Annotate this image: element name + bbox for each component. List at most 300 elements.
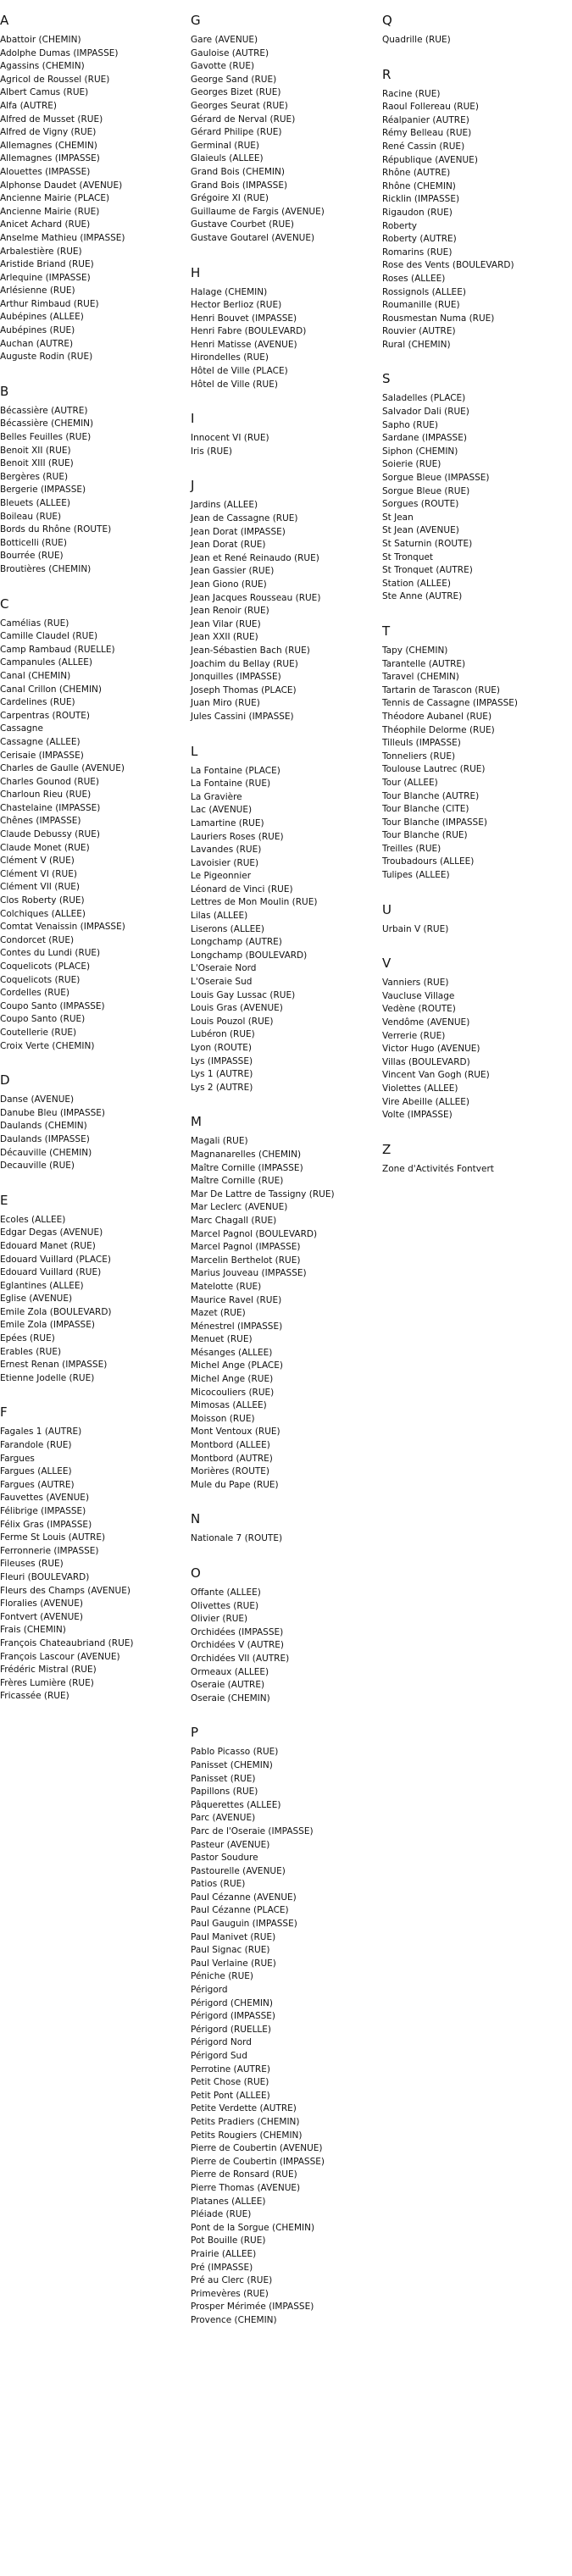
section-r bbox=[382, 66, 564, 352]
street-item: Arlésienne (RUE) bbox=[0, 285, 75, 296]
street-item: Soierie (RUE) bbox=[382, 459, 441, 470]
street-item: Alouettes (IMPASSE) bbox=[0, 166, 91, 177]
street-item: Bécassière (CHEMIN) bbox=[0, 418, 94, 429]
street-item: Paul Signac (RUE) bbox=[191, 1945, 270, 1956]
street-item: Pont de la Sorgue (CHEMIN) bbox=[191, 2222, 315, 2233]
section-f bbox=[0, 1404, 182, 1703]
street-item: Decauville (RUE) bbox=[0, 1161, 75, 1172]
street-item: Vedène (ROUTE) bbox=[382, 1004, 456, 1015]
street-item: Daulands (IMPASSE) bbox=[0, 1133, 90, 1144]
column-3 bbox=[382, 12, 564, 1194]
street-item: Croix Verte (CHEMIN) bbox=[0, 1040, 95, 1051]
section-letter: U bbox=[382, 901, 392, 917]
street-item: Quadrille (RUE) bbox=[382, 35, 451, 45]
section-letter: N bbox=[191, 1511, 201, 1527]
street-item: Pastourelle (AVENUE) bbox=[191, 1865, 286, 1876]
street-item: Etienne Jodelle (RUE) bbox=[0, 1372, 95, 1383]
street-item: Rigaudon (RUE) bbox=[382, 207, 453, 218]
street-item: Jean XXII (RUE) bbox=[191, 632, 258, 643]
street-item: Henri Fabre (BOULEVARD) bbox=[191, 326, 307, 337]
street-item: Ancienne Mairie (RUE) bbox=[0, 206, 100, 217]
street-item: Montbord (ALLEE) bbox=[191, 1440, 270, 1451]
street-item: Petits Pradiers (CHEMIN) bbox=[191, 2116, 300, 2127]
street-item: Pot Bouille (RUE) bbox=[191, 2235, 266, 2246]
street-item: Matelotte (RUE) bbox=[191, 1281, 262, 1292]
street-item: Périgord (IMPASSE) bbox=[191, 2011, 276, 2022]
street-item: Benoit XIII (RUE) bbox=[0, 458, 74, 469]
section-letter: A bbox=[0, 13, 9, 28]
street-list bbox=[191, 432, 373, 458]
street-item: Cerisaie (IMPASSE) bbox=[0, 750, 84, 761]
street-item: Bourrée (RUE) bbox=[0, 551, 64, 562]
street-item: Pâquerettes (ALLEE) bbox=[191, 1799, 281, 1810]
street-item: Louis Gras (AVENUE) bbox=[191, 1003, 283, 1014]
street-item: Gustave Courbet (RUE) bbox=[191, 219, 294, 230]
street-item: Henri Bouvet (IMPASSE) bbox=[191, 313, 297, 324]
street-list bbox=[191, 286, 373, 392]
street-item: Juan Miro (RUE) bbox=[191, 698, 260, 709]
street-item: Victor Hugo (AVENUE) bbox=[382, 1044, 480, 1055]
street-item: Périgord Nord bbox=[191, 2037, 252, 2048]
street-item: Sorgues (ROUTE) bbox=[382, 499, 459, 510]
street-item: Prairie (ALLEE) bbox=[191, 2248, 257, 2259]
street-item: Tour Blanche (CITE) bbox=[382, 804, 469, 815]
street-list bbox=[191, 499, 373, 723]
street-item: Pierre Thomas (AVENUE) bbox=[191, 2182, 301, 2193]
street-item: Mimosas (ALLEE) bbox=[191, 1400, 267, 1411]
street-item: Hector Berlioz (RUE) bbox=[191, 300, 282, 311]
street-item: Marc Chagall (RUE) bbox=[191, 1215, 277, 1226]
section-u bbox=[382, 901, 564, 937]
street-item: Farandole (RUE) bbox=[0, 1440, 72, 1451]
street-item: Paul Verlaine (RUE) bbox=[191, 1958, 276, 1969]
street-item: Vincent Van Gogh (RUE) bbox=[382, 1070, 490, 1081]
street-item: La Fontaine (RUE) bbox=[191, 778, 271, 789]
street-item: Grégoire XI (RUE) bbox=[191, 193, 269, 204]
street-item: Hirondelles (RUE) bbox=[191, 352, 269, 363]
street-item: Gavotte (RUE) bbox=[191, 61, 255, 72]
street-item: Coupo Santo (RUE) bbox=[0, 1014, 86, 1025]
street-item: Benoit XII (RUE) bbox=[0, 445, 71, 456]
street-item: Théophile Delorme (RUE) bbox=[382, 724, 495, 735]
street-item: Marcel Pagnol (BOULEVARD) bbox=[191, 1228, 318, 1239]
street-item: Frères Lumière (RUE) bbox=[0, 1677, 94, 1688]
street-item: Péniche (RUE) bbox=[191, 1971, 254, 1982]
section-letter: E bbox=[0, 1192, 8, 1208]
street-item: Verrerie (RUE) bbox=[382, 1030, 446, 1041]
street-item: Petit Chose (RUE) bbox=[191, 2077, 269, 2088]
street-item: Lavoisier (RUE) bbox=[191, 857, 259, 868]
street-item: Sorgue Bleue (IMPASSE) bbox=[382, 473, 490, 484]
street-item: L'Oseraie Sud bbox=[191, 977, 253, 988]
street-item: Agricol de Roussel (RUE) bbox=[0, 74, 110, 85]
street-item: L'Oseraie Nord bbox=[191, 963, 257, 974]
street-item: Emile Zola (IMPASSE) bbox=[0, 1320, 95, 1331]
street-list bbox=[382, 1163, 564, 1177]
street-item: Lac (AVENUE) bbox=[191, 805, 253, 816]
section-letter: R bbox=[382, 66, 392, 82]
street-item: St Tronquet (AUTRE) bbox=[382, 565, 473, 576]
street-item: Jean Dorat (RUE) bbox=[191, 540, 266, 551]
street-item: Claude Monet (RUE) bbox=[0, 842, 90, 853]
street-item: Tapy (CHEMIN) bbox=[382, 645, 448, 656]
street-item: Petit Pont (ALLEE) bbox=[191, 2090, 270, 2101]
street-item: Ménestrel (IMPASSE) bbox=[191, 1321, 283, 1332]
street-item: Rémy Belleau (RUE) bbox=[382, 128, 472, 139]
street-item: Coupo Santo (IMPASSE) bbox=[0, 1000, 105, 1011]
section-letter: T bbox=[382, 623, 391, 639]
street-item: Alfred de Vigny (RUE) bbox=[0, 127, 97, 138]
section-letter: Q bbox=[382, 13, 392, 28]
street-item: Oseraie (AUTRE) bbox=[191, 1680, 265, 1691]
section-letter: S bbox=[382, 371, 391, 387]
street-item: Jonquilles (IMPASSE) bbox=[191, 672, 281, 683]
section-letter: B bbox=[0, 383, 9, 399]
street-item: Sorgue Bleue (RUE) bbox=[382, 485, 470, 496]
street-item: Vanniers (RUE) bbox=[382, 978, 449, 989]
street-item: Longchamp (AUTRE) bbox=[191, 937, 282, 948]
street-item: Cassagne bbox=[0, 723, 43, 734]
street-item: Edouard Manet (RUE) bbox=[0, 1240, 96, 1251]
street-item: Erables (RUE) bbox=[0, 1346, 62, 1357]
street-item: St Jean (AVENUE) bbox=[382, 525, 459, 536]
street-item: Ferronnerie (IMPASSE) bbox=[0, 1545, 99, 1556]
section-n bbox=[191, 1510, 373, 1546]
street-list bbox=[382, 88, 564, 352]
street-item: Racine (RUE) bbox=[382, 88, 441, 99]
street-item: Halage (CHEMIN) bbox=[191, 286, 268, 297]
street-item: Olivier (RUE) bbox=[191, 1614, 248, 1625]
street-item: Lys 1 (AUTRE) bbox=[191, 1069, 253, 1080]
street-item: Ormeaux (ALLEE) bbox=[191, 1666, 269, 1677]
street-item: Emile Zola (BOULEVARD) bbox=[0, 1306, 112, 1317]
street-item: Lavandes (RUE) bbox=[191, 845, 262, 856]
street-item: Alfred de Musset (RUE) bbox=[0, 114, 103, 125]
street-item: Olivettes (RUE) bbox=[191, 1600, 259, 1611]
street-item: Rhône (CHEMIN) bbox=[382, 180, 456, 191]
street-list bbox=[191, 1746, 373, 2327]
street-item: Maurice Ravel (RUE) bbox=[191, 1294, 282, 1305]
street-item: Joachim du Bellay (RUE) bbox=[191, 658, 298, 669]
street-item: Rossignols (ALLEE) bbox=[382, 286, 466, 297]
street-item: Tour (ALLEE) bbox=[382, 777, 438, 788]
street-item: St Tronquet bbox=[382, 551, 434, 562]
section-letter: V bbox=[382, 956, 392, 972]
street-item: Roses (ALLEE) bbox=[382, 273, 446, 284]
section-l bbox=[191, 743, 373, 1095]
street-item: Coquelicots (PLACE) bbox=[0, 961, 91, 972]
street-item: Botticelli (RUE) bbox=[0, 537, 67, 548]
street-list bbox=[191, 765, 373, 1095]
street-item: Roberty (AUTRE) bbox=[382, 234, 457, 245]
street-item: Parc (AVENUE) bbox=[191, 1813, 256, 1824]
street-item: Sardane (IMPASSE) bbox=[382, 433, 467, 444]
street-list bbox=[0, 618, 182, 1054]
street-item: Epées (RUE) bbox=[0, 1333, 55, 1344]
street-list bbox=[191, 1532, 373, 1546]
street-item: Roberty bbox=[382, 220, 418, 231]
street-item: Claude Debussy (RUE) bbox=[0, 829, 100, 840]
street-list bbox=[382, 977, 564, 1122]
street-item: Canal (CHEMIN) bbox=[0, 670, 71, 681]
street-item: Liserons (ALLEE) bbox=[191, 923, 265, 934]
street-list bbox=[382, 34, 564, 47]
section-letter: O bbox=[191, 1565, 201, 1581]
street-list bbox=[382, 645, 564, 883]
street-item: Auchan (AUTRE) bbox=[0, 338, 74, 349]
street-item: Arlequine (IMPASSE) bbox=[0, 272, 91, 283]
street-item: Léonard de Vinci (RUE) bbox=[191, 884, 293, 895]
street-item: Jean-Sébastien Bach (RUE) bbox=[191, 645, 310, 656]
street-item: Rouvier (AUTRE) bbox=[382, 326, 456, 337]
street-item: Ecoles (ALLEE) bbox=[0, 1214, 66, 1225]
street-item: Le Pigeonnier bbox=[191, 871, 252, 882]
street-item: Raoul Follereau (RUE) bbox=[382, 102, 479, 113]
street-list bbox=[0, 1094, 182, 1173]
street-item: Cassagne (ALLEE) bbox=[0, 736, 81, 747]
street-item: Troubadours (ALLEE) bbox=[382, 856, 475, 867]
street-item: Fileuses (RUE) bbox=[0, 1559, 64, 1570]
street-item: Coutellerie (RUE) bbox=[0, 1027, 77, 1038]
street-item: Contes du Lundi (RUE) bbox=[0, 948, 101, 959]
section-g bbox=[191, 12, 373, 246]
street-item: Pablo Picasso (RUE) bbox=[191, 1747, 279, 1758]
street-item: Prosper Mérimée (IMPASSE) bbox=[191, 2302, 314, 2313]
street-item: Treilles (RUE) bbox=[382, 843, 441, 854]
street-item: Lilas (ALLEE) bbox=[191, 911, 248, 922]
street-item: Pasteur (AVENUE) bbox=[191, 1839, 270, 1850]
street-item: Zone d'Activités Fontvert bbox=[382, 1163, 494, 1174]
street-item: Tennis de Cassagne (IMPASSE) bbox=[382, 698, 519, 709]
street-item: Fleurs des Champs (AVENUE) bbox=[0, 1585, 131, 1596]
street-item: Sapho (RUE) bbox=[382, 419, 438, 430]
street-item: Frais (CHEMIN) bbox=[0, 1625, 66, 1636]
street-item: Ferme St Louis (AUTRE) bbox=[0, 1532, 106, 1543]
street-item: Henri Matisse (AVENUE) bbox=[191, 339, 297, 350]
street-item: Mazet (RUE) bbox=[191, 1308, 246, 1319]
street-item: Patios (RUE) bbox=[191, 1879, 246, 1890]
street-item: Lubéron (RUE) bbox=[191, 1029, 255, 1040]
street-item: Mar Leclerc (AVENUE) bbox=[191, 1202, 288, 1213]
street-item: Charles Gounod (RUE) bbox=[0, 776, 100, 787]
section-q bbox=[382, 12, 564, 47]
street-item: Aubépines (ALLEE) bbox=[0, 312, 84, 323]
street-item: Micocouliers (RUE) bbox=[191, 1387, 275, 1398]
street-item: Rural (CHEMIN) bbox=[382, 339, 451, 350]
section-b bbox=[0, 383, 182, 577]
street-item: Anicet Achard (RUE) bbox=[0, 219, 91, 230]
street-item: Félibrige (IMPASSE) bbox=[0, 1506, 86, 1516]
street-item: Aubépines (RUE) bbox=[0, 325, 75, 336]
street-item: Vendôme (AVENUE) bbox=[382, 1017, 470, 1028]
street-item: Perrotine (AUTRE) bbox=[191, 2064, 270, 2075]
section-c bbox=[0, 596, 182, 1054]
street-item: Saladelles (PLACE) bbox=[382, 393, 466, 404]
street-item: Urbain V (RUE) bbox=[382, 923, 449, 934]
street-item: Chênes (IMPASSE) bbox=[0, 816, 81, 827]
street-item: Bergères (RUE) bbox=[0, 471, 69, 482]
column-1 bbox=[0, 12, 182, 1722]
street-item: Tour Blanche (IMPASSE) bbox=[382, 817, 487, 828]
street-item: Michel Ange (RUE) bbox=[191, 1374, 274, 1385]
section-o bbox=[191, 1565, 373, 1705]
street-item: Charles de Gaulle (AVENUE) bbox=[0, 763, 125, 774]
section-letter: C bbox=[0, 596, 9, 612]
street-item: Rhône (AUTRE) bbox=[382, 168, 451, 179]
street-item: Vaucluse Village bbox=[382, 990, 455, 1001]
section-a bbox=[0, 12, 182, 364]
section-j bbox=[191, 477, 373, 723]
street-item: Lyon (ROUTE) bbox=[191, 1043, 253, 1053]
street-item: Edouard Vuillard (PLACE) bbox=[0, 1254, 111, 1265]
street-item: Parc de l'Oseraie (IMPASSE) bbox=[191, 1825, 314, 1836]
street-item: Nationale 7 (ROUTE) bbox=[191, 1533, 283, 1544]
street-item: Mont Ventoux (RUE) bbox=[191, 1426, 280, 1438]
street-item: Pierre de Ronsard (RUE) bbox=[191, 2169, 297, 2180]
street-item: Frédéric Mistral (RUE) bbox=[0, 1665, 97, 1676]
street-item: Mar De Lattre de Tassigny (RUE) bbox=[191, 1188, 335, 1199]
street-item: Fricassée (RUE) bbox=[0, 1691, 69, 1702]
street-item: Lamartine (RUE) bbox=[191, 817, 264, 828]
street-item: Moisson (RUE) bbox=[191, 1413, 255, 1424]
street-item: Rose des Vents (BOULEVARD) bbox=[382, 260, 514, 271]
street-item: Siphon (CHEMIN) bbox=[382, 446, 458, 457]
street-item: Lys (IMPASSE) bbox=[191, 1055, 253, 1066]
section-t bbox=[382, 623, 564, 883]
street-item: Jules Cassini (IMPASSE) bbox=[191, 711, 294, 722]
street-item: Campanules (ALLEE) bbox=[0, 657, 92, 668]
street-item: Menuet (RUE) bbox=[191, 1334, 253, 1345]
section-z bbox=[382, 1141, 564, 1177]
street-item: Orchidées V (AUTRE) bbox=[191, 1640, 285, 1651]
street-item: Arthur Rimbaud (RUE) bbox=[0, 298, 99, 309]
street-item: Edouard Vuillard (RUE) bbox=[0, 1267, 102, 1278]
section-letter: P bbox=[191, 1725, 199, 1741]
street-item: Canal Crillon (CHEMIN) bbox=[0, 684, 102, 695]
street-item: Eglise (AVENUE) bbox=[0, 1294, 73, 1305]
street-list bbox=[382, 923, 564, 937]
street-item: Tulipes (ALLEE) bbox=[382, 870, 450, 881]
street-item: Petits Rougiers (CHEMIN) bbox=[191, 2130, 303, 2141]
street-list bbox=[0, 405, 182, 577]
street-item: Lauriers Roses (RUE) bbox=[191, 831, 284, 842]
street-item: Tour Blanche (AUTRE) bbox=[382, 790, 480, 801]
street-item: Vire Abeille (ALLEE) bbox=[382, 1096, 469, 1107]
street-item: Papillons (RUE) bbox=[191, 1787, 258, 1798]
street-item: Paul Gauguin (IMPASSE) bbox=[191, 1919, 297, 1930]
street-item: Jean et René Reinaudo (RUE) bbox=[191, 552, 319, 563]
street-item: Romarins (RUE) bbox=[382, 247, 453, 258]
street-item: Magali (RUE) bbox=[191, 1136, 248, 1147]
street-item: Toulouse Lautrec (RUE) bbox=[382, 764, 486, 775]
street-list bbox=[0, 34, 182, 364]
street-item: Périgord (RUELLE) bbox=[191, 2024, 272, 2035]
street-item: Georges Seurat (RUE) bbox=[191, 100, 288, 111]
street-item: Bords du Rhône (ROUTE) bbox=[0, 524, 112, 535]
street-item: Tarantelle (AUTRE) bbox=[382, 658, 466, 669]
street-item: Montbord (AUTRE) bbox=[191, 1453, 273, 1464]
street-item: Gérard Philipe (RUE) bbox=[191, 127, 282, 138]
street-item: Petite Verdette (AUTRE) bbox=[191, 2103, 297, 2114]
street-item: Jean Vilar (RUE) bbox=[191, 618, 261, 629]
street-item: Marcelin Berthelot (RUE) bbox=[191, 1255, 301, 1266]
street-item: Condorcet (RUE) bbox=[0, 934, 75, 945]
street-item: Pierre de Coubertin (IMPASSE) bbox=[191, 2156, 325, 2167]
street-item: Edgar Degas (AVENUE) bbox=[0, 1227, 103, 1238]
street-item: Jean Jacques Rousseau (RUE) bbox=[191, 592, 321, 603]
street-item: Floralies (AVENUE) bbox=[0, 1598, 83, 1609]
street-item: La Fontaine (PLACE) bbox=[191, 765, 280, 776]
street-item: Louis Gay Lussac (RUE) bbox=[191, 989, 296, 1000]
street-item: Carpentras (ROUTE) bbox=[0, 710, 91, 721]
street-item: Station (ALLEE) bbox=[382, 578, 452, 589]
street-item: Guillaume de Fargis (AVENUE) bbox=[191, 206, 325, 217]
street-item: Fagales 1 (AUTRE) bbox=[0, 1426, 82, 1438]
street-item: Félix Gras (IMPASSE) bbox=[0, 1519, 92, 1530]
street-item: Grand Bois (CHEMIN) bbox=[191, 166, 285, 177]
street-item: La Gravière bbox=[191, 791, 242, 802]
street-item: St Saturnin (ROUTE) bbox=[382, 539, 473, 549]
section-letter: F bbox=[0, 1404, 8, 1421]
street-list bbox=[191, 1135, 373, 1492]
street-item: Cardelines (RUE) bbox=[0, 697, 75, 708]
street-item: Cordelles (RUE) bbox=[0, 988, 69, 999]
street-item: Volte (IMPASSE) bbox=[382, 1110, 453, 1121]
street-item: Clos Roberty (RUE) bbox=[0, 895, 85, 906]
street-item: Maître Cornille (RUE) bbox=[191, 1176, 284, 1187]
street-item: Glaieuls (ALLEE) bbox=[191, 153, 264, 164]
street-item: Adolphe Dumas (IMPASSE) bbox=[0, 47, 119, 58]
street-item: Primevères (RUE) bbox=[191, 2288, 269, 2299]
section-letter: I bbox=[191, 411, 195, 427]
street-item: François Lascour (AVENUE) bbox=[0, 1651, 120, 1662]
section-v bbox=[382, 955, 564, 1122]
street-item: Boileau (RUE) bbox=[0, 511, 62, 522]
street-item: Fargues bbox=[0, 1453, 35, 1464]
street-item: Mule du Pape (RUE) bbox=[191, 1479, 279, 1490]
section-letter: L bbox=[191, 743, 198, 759]
street-list bbox=[191, 1587, 373, 1705]
section-s bbox=[382, 370, 564, 604]
street-item: Ricklin (IMPASSE) bbox=[382, 194, 460, 205]
street-item: Arbalestière (RUE) bbox=[0, 246, 82, 257]
street-item: Réalpanier (AUTRE) bbox=[382, 114, 469, 125]
street-item: Jean de Cassagne (RUE) bbox=[191, 513, 298, 524]
street-item: Lys 2 (AUTRE) bbox=[191, 1082, 253, 1093]
street-item: Orchidées VII (AUTRE) bbox=[191, 1653, 290, 1664]
street-item: Jean Dorat (IMPASSE) bbox=[191, 526, 286, 537]
street-item: Gustave Goutarel (AVENUE) bbox=[191, 232, 315, 243]
street-list bbox=[0, 1426, 182, 1703]
street-item: Périgord Sud bbox=[191, 2051, 247, 2061]
street-item: Camille Claudel (RUE) bbox=[0, 631, 98, 642]
street-item: Chastelaine (IMPASSE) bbox=[0, 802, 101, 813]
street-item: Violettes (ALLEE) bbox=[382, 1083, 458, 1094]
street-item: Périgord bbox=[191, 1985, 228, 1996]
street-item: Eglantines (ALLEE) bbox=[0, 1280, 84, 1291]
street-item: Mésanges (ALLEE) bbox=[191, 1347, 273, 1358]
street-item: Morières (ROUTE) bbox=[191, 1466, 270, 1477]
street-item: Pléiade (RUE) bbox=[191, 2209, 252, 2220]
section-letter: M bbox=[191, 1114, 202, 1130]
street-item: Comtat Venaissin (IMPASSE) bbox=[0, 922, 125, 933]
street-item: Décauville (CHEMIN) bbox=[0, 1147, 92, 1158]
street-item: Broutières (CHEMIN) bbox=[0, 563, 92, 574]
section-i bbox=[191, 410, 373, 458]
street-item: Paul Manivet (RUE) bbox=[191, 1931, 276, 1942]
street-item: Jean Giono (RUE) bbox=[191, 579, 267, 590]
street-item: Clément VII (RUE) bbox=[0, 882, 81, 893]
